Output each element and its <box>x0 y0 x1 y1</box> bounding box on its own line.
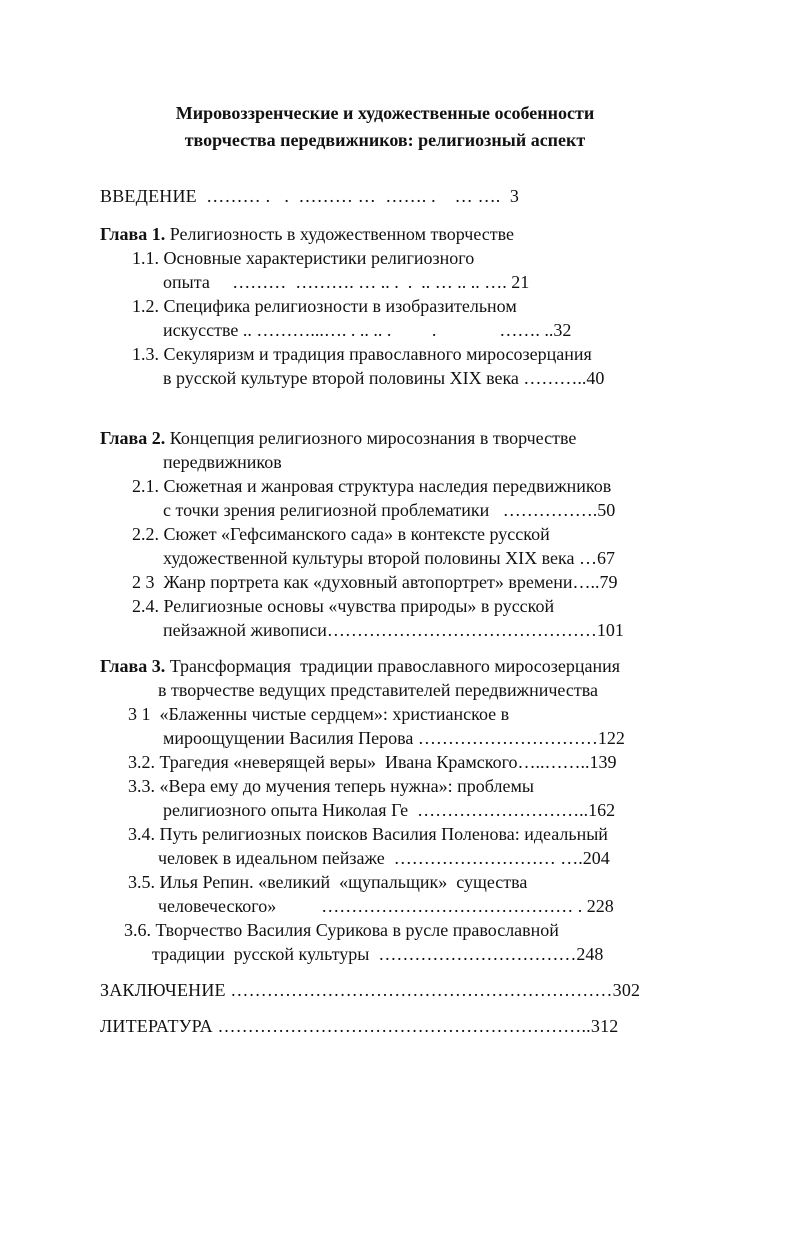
chapter-3-title-cont: в творчестве ведущих представителей передвижничества <box>158 680 598 700</box>
toc-entry-1-2-cont: искусстве .. ………...…. . .. .. . . ……. ..32 <box>163 320 572 340</box>
toc-entry-2-2-cont: художественной культуры второй половины XIX века …67 <box>163 548 615 568</box>
chapter-2-title-cont: передвижников <box>163 452 282 472</box>
conclusion-label: ЗАКЛЮЧЕНИЕ <box>100 980 226 1000</box>
toc-entry-3-1-cont: мироощущении Василия Перова …………………………122 <box>163 728 625 748</box>
toc-entry-2-1-cont: с точки зрения религиозной проблематики …………….50 <box>163 500 616 520</box>
toc-entry-2-2: 2.2. Сюжет «Гефсиманского сада» в контексте русской <box>132 524 550 544</box>
toc-entry-conclusion <box>100 978 640 1002</box>
toc-entry-3-3: 3.3. «Вера ему до мучения теперь нужна»: проблемы <box>128 776 534 796</box>
toc-entry-3-5: 3.5. Илья Репин. «великий «щупальщик» существа <box>128 872 528 892</box>
literature-label: ЛИТЕРАТУРА <box>100 1016 213 1036</box>
chapter-1-label: Глава 1. <box>100 224 166 244</box>
title-line-2: творчества передвижников: религиозный аспект <box>184 130 586 150</box>
toc-entry-3-6-cont: традиции русской культуры ……………………………248 <box>152 944 604 964</box>
chapter-3-title: Трансформация традиции православного миросозерцания <box>165 656 621 676</box>
chapter-2-title: Концепция религиозного миросознания в творчестве <box>165 428 577 448</box>
toc-entry-2-4: 2.4. Религиозные основы «чувства природы» в русской <box>132 596 555 616</box>
toc-entry-1-1-cont: опыта ……… ………. … .. . . .. … .. .. …. 21 <box>163 272 530 292</box>
toc-entry-3-2: 3.2. Трагедия «неверящей веры» Ивана Крамского…..……..139 <box>128 752 617 772</box>
toc-entry-3-6: 3.6. Творчество Василия Сурикова в русле православной <box>124 920 559 940</box>
toc-entry-2-3: 2 3 Жанр портрета как «духовный автопортрет» времени…..79 <box>132 572 618 592</box>
toc-entry-1-3: 1.3. Секуляризм и традиция православного миросозерцания <box>132 344 592 364</box>
page-title <box>100 100 670 154</box>
toc-entry-3-1: 3 1 «Блаженны чистые сердцем»: христианское в <box>128 704 510 724</box>
chapter-2-heading <box>100 426 576 450</box>
toc-entry-3-4: 3.4. Путь религиозных поисков Василия Поленова: идеальный <box>128 824 608 844</box>
toc-entry-2-4-cont: пейзажной живописи………………………………………101 <box>163 620 624 640</box>
chapter-1-title: Религиозность в художественном творчестве <box>165 224 514 244</box>
toc-entry-3-4-cont: человек в идеальном пейзаже ……………………… ….204 <box>158 848 610 868</box>
toc-entry-1-2: 1.2. Специфика религиозности в изобразительном <box>132 296 517 316</box>
conclusion-leader: ………………………………………………………302 <box>225 980 641 1000</box>
toc-entry-intro <box>100 184 519 208</box>
title-line-1: Мировоззренческие и художественные особенности <box>175 103 595 123</box>
literature-leader: ……………………………………………………..312 <box>212 1016 619 1036</box>
chapter-2-label: Глава 2. <box>100 428 166 448</box>
intro-label: ВВЕДЕНИЕ <box>100 186 197 206</box>
toc-entry-literature <box>100 1014 618 1038</box>
intro-leader: ……… . . ……… … ……. . … …. 3 <box>196 186 520 206</box>
toc-entry-3-5-cont: человеческого» …………………………………… . 228 <box>158 896 614 916</box>
toc-entry-1-1: 1.1. Основные характеристики религиозного <box>132 248 475 268</box>
toc-entry-3-3-cont: религиозного опыта Николая Ге ………………………..162 <box>163 800 616 820</box>
toc-entry-1-3-cont: в русской культуре второй половины XIX века ………..40 <box>163 368 605 388</box>
toc-entry-2-1: 2.1. Сюжетная и жанровая структура наследия передвижников <box>132 476 612 496</box>
chapter-3-heading <box>100 654 620 678</box>
chapter-1-heading <box>100 222 514 246</box>
chapter-3-label: Глава 3. <box>100 656 166 676</box>
